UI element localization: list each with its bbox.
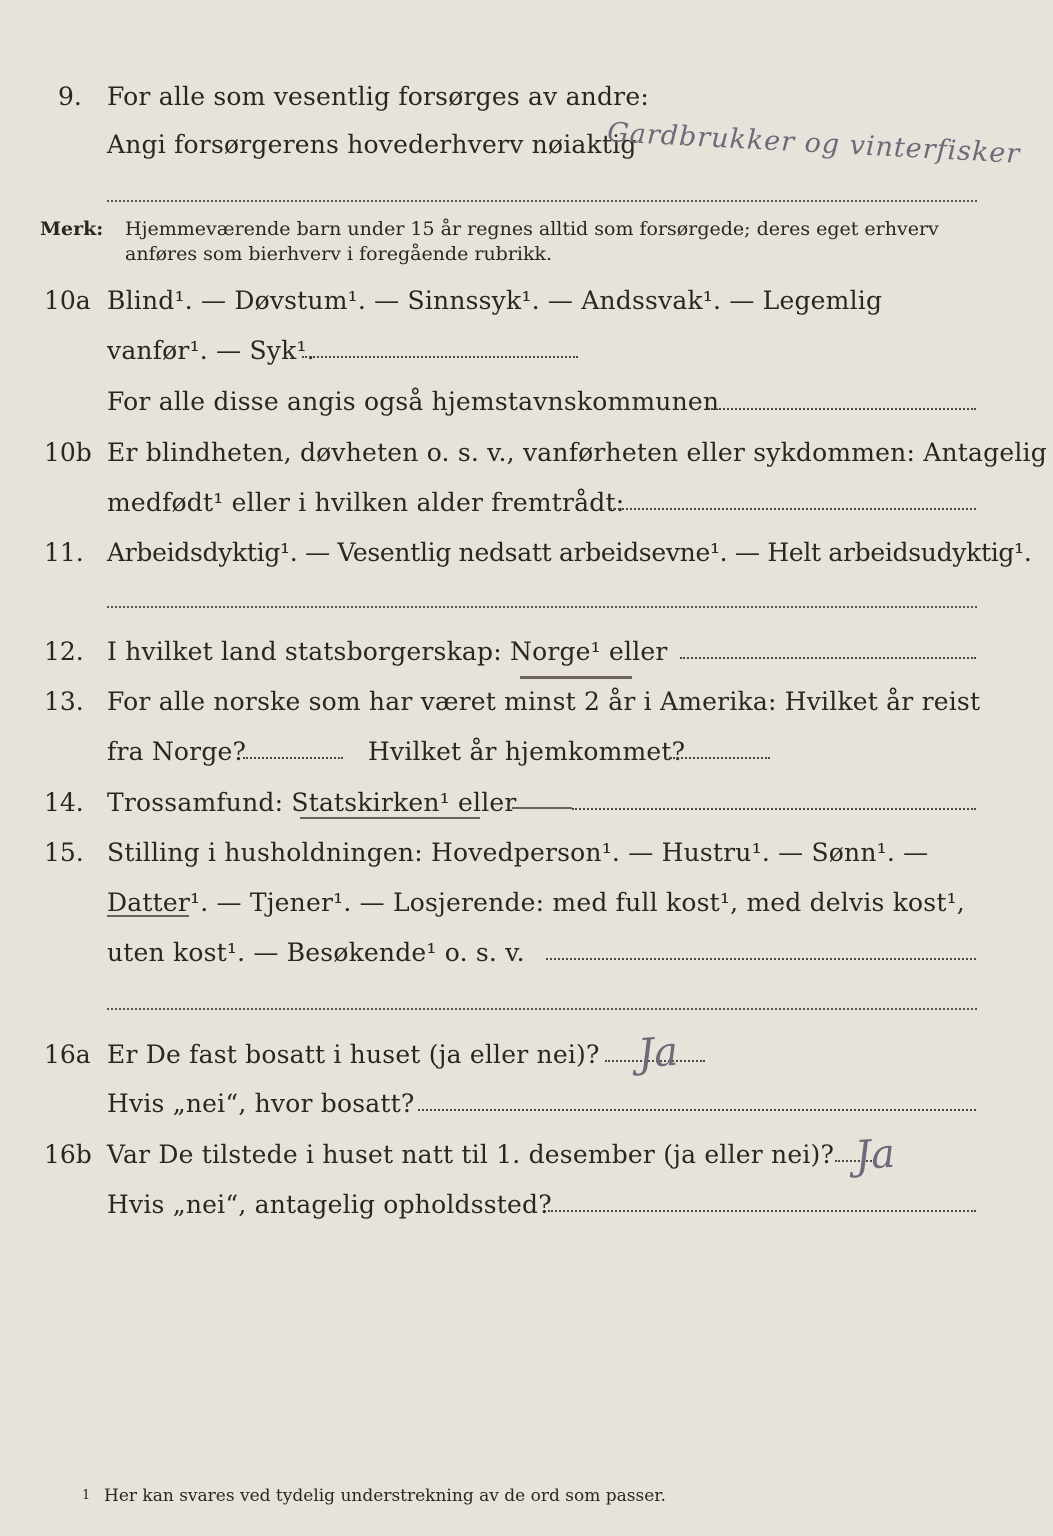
q12-fill xyxy=(680,657,976,659)
merk-label: Merk: xyxy=(40,218,104,240)
q14-statskirken-underline xyxy=(300,817,480,819)
q9-separator xyxy=(107,200,977,202)
q14-line1: Trossamfund: Statskirken¹ eller xyxy=(107,788,517,817)
q14-handwritten-stroke xyxy=(512,807,572,809)
q15-line1: Stilling i husholdningen: Hovedperson¹. — Hustru¹. — Sønn¹. — xyxy=(107,838,929,867)
q10a-line3-fill xyxy=(708,408,976,410)
q12-number: 12. xyxy=(44,637,84,666)
merk-line1: Hjemmeværende barn under 15 år regnes alltid som forsørgede; deres eget erhverv xyxy=(125,218,939,240)
q13-number: 13. xyxy=(44,687,84,716)
q14-number: 14. xyxy=(44,788,84,817)
q11-number: 11. xyxy=(44,538,84,567)
q15-line3: uten kost¹. — Besøkende¹ o. s. v. xyxy=(107,938,525,967)
q10a-number: 10a xyxy=(44,286,91,315)
q16a-line1: Er De fast bosatt i huset (ja eller nei)? xyxy=(107,1040,600,1069)
q10a-line2-fill xyxy=(302,356,578,358)
q11-separator xyxy=(107,606,977,608)
q13-line2b-fill xyxy=(670,757,770,759)
q15-line3-fill xyxy=(546,958,976,960)
q9-line1: For alle som vesentlig forsørges av andre: xyxy=(107,82,649,111)
q10b-line2-fill xyxy=(610,508,976,510)
q9-answer-handwriting: Gardbrukker og vinterfisker xyxy=(606,117,1022,170)
q9-number: 9. xyxy=(58,82,82,111)
q15-number: 15. xyxy=(44,838,84,867)
q13-line2b: Hvilket år hjemkommet? xyxy=(368,737,686,766)
q16b-line2-fill xyxy=(548,1210,976,1212)
q10b-line1: Er blindheten, døvheten o. s. v., vanførheten eller sykdommen: Antagelig xyxy=(107,438,1047,467)
q13-line1: For alle norske som har været minst 2 år i Amerika: Hvilket år reist xyxy=(107,687,981,716)
q16b-answer-handwriting: Ja xyxy=(853,1130,897,1180)
q15-datter-underline xyxy=(107,915,189,917)
footnote-mark: 1 xyxy=(82,1488,91,1503)
q16b-line2: Hvis „nei“, antagelig opholdssted? xyxy=(107,1190,552,1219)
q11-line1: Arbeidsdyktig¹. — Vesentlig nedsatt arbeidsevne¹. — Helt arbeidsudyktig¹. xyxy=(107,538,1032,567)
q10a-line3: For alle disse angis også hjemstavnskommunen xyxy=(107,387,720,416)
q13-line2a: fra Norge? xyxy=(107,737,247,766)
q16b-number: 16b xyxy=(44,1140,92,1169)
footnote-text: Her kan svares ved tydelig understrekning av de ord som passer. xyxy=(104,1486,666,1506)
q10b-line2: medfødt¹ eller i hvilken alder fremtrådt: xyxy=(107,488,625,517)
q16b-line1: Var De tilstede i huset natt til 1. desember (ja eller nei)? xyxy=(107,1140,835,1169)
q10a-line2: vanfør¹. — Syk¹. xyxy=(107,336,315,365)
q10a-line1: Blind¹. — Døvstum¹. — Sinnssyk¹. — Andssvak¹. — Legemlig xyxy=(107,286,883,315)
q12-line1: I hvilket land statsborgerskap: Norge¹ eller xyxy=(107,637,668,666)
q16a-answer-handwriting: Ja xyxy=(636,1028,680,1078)
q15-line2: Datter¹. — Tjener¹. — Losjerende: med full kost¹, med delvis kost¹, xyxy=(107,888,965,917)
merk-line2: anføres som bierhverv i foregående rubrikk. xyxy=(125,243,553,265)
q9-line2: Angi forsørgerens hovederhverv nøiaktig xyxy=(107,130,637,159)
q16a-line2: Hvis „nei“, hvor bosatt? xyxy=(107,1089,415,1118)
q12-norge-underline xyxy=(520,676,632,679)
q16a-number: 16a xyxy=(44,1040,91,1069)
q14-fill xyxy=(572,808,976,810)
q10b-number: 10b xyxy=(44,438,92,467)
q13-line2a-fill xyxy=(243,757,343,759)
q15-separator xyxy=(107,1008,977,1010)
q16a-line2-fill xyxy=(418,1109,976,1111)
